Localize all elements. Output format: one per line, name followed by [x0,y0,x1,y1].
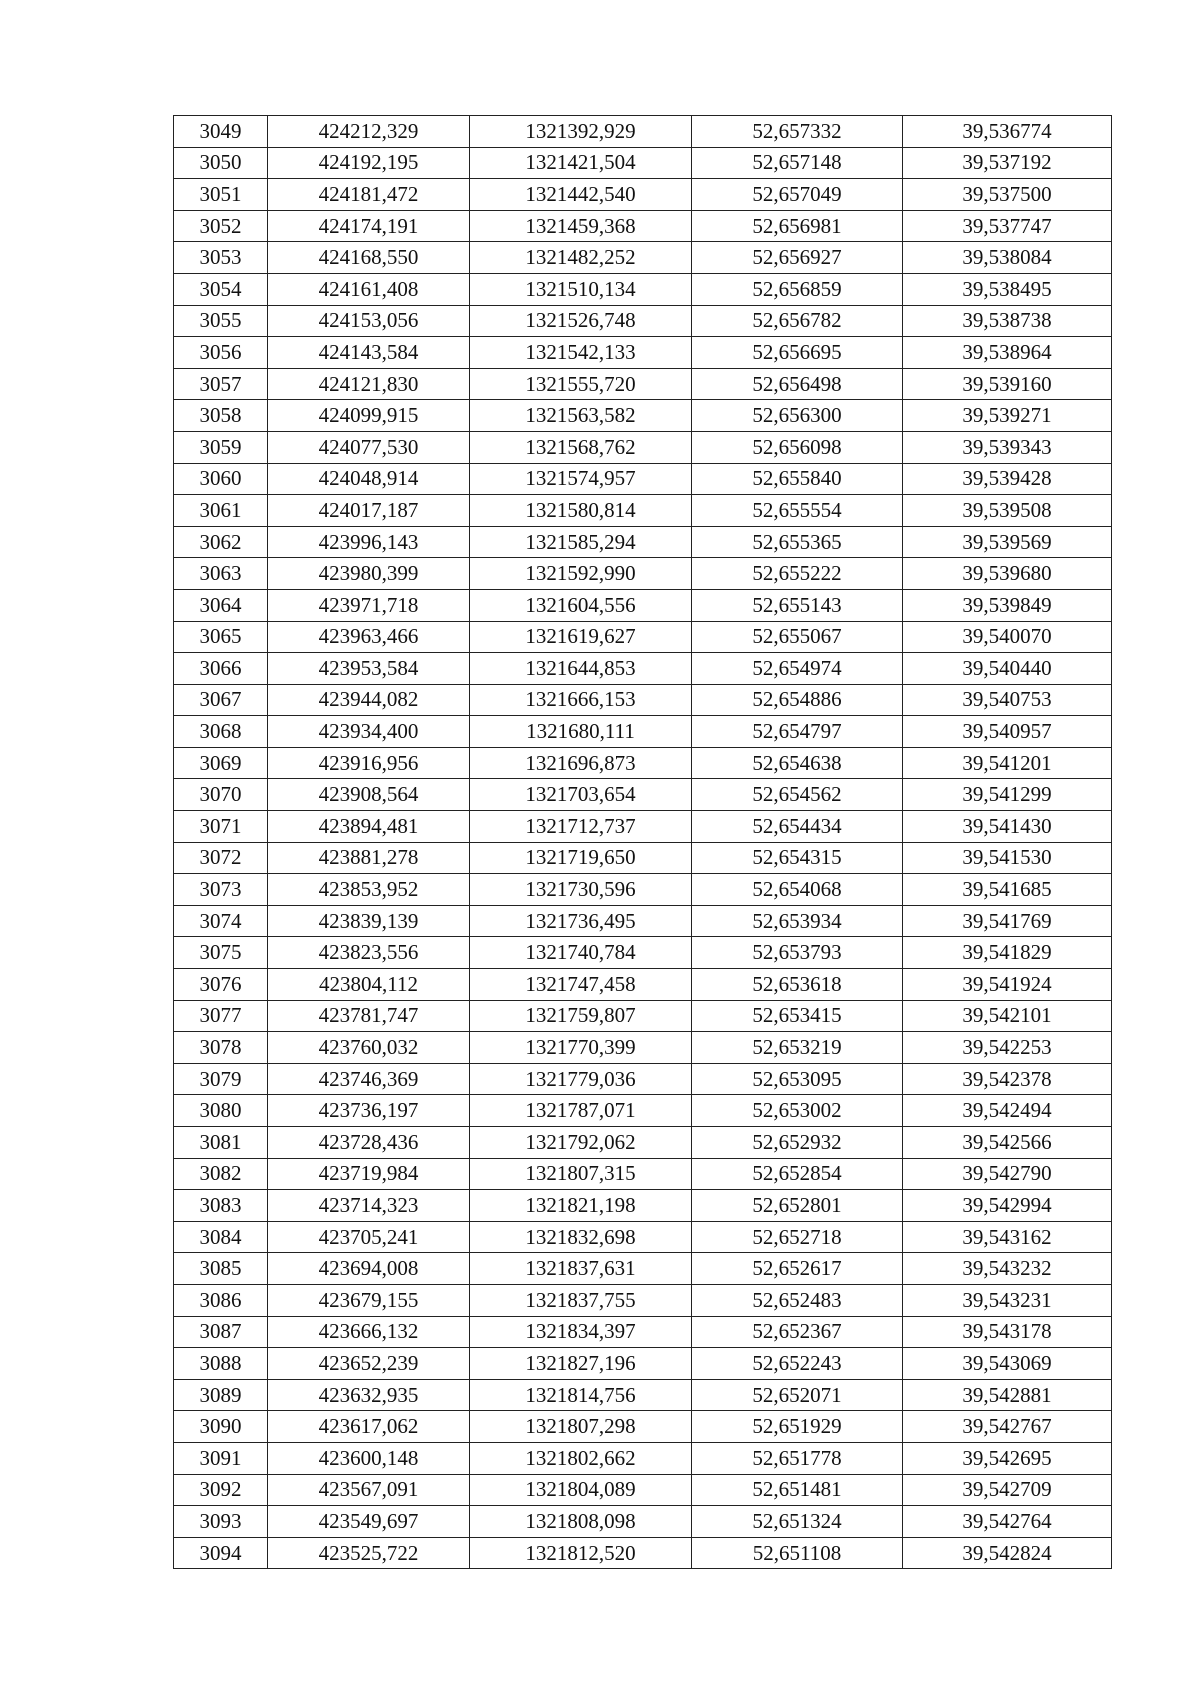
x-coordinate-cell: 423953,584 [268,653,470,685]
point-number-cell: 3090 [174,1411,268,1443]
longitude-cell: 39,541769 [903,905,1112,937]
table-row [174,905,1112,937]
table-row [174,1379,1112,1411]
x-coordinate-cell: 423525,722 [268,1537,470,1569]
x-coordinate-cell: 423705,241 [268,1221,470,1253]
longitude-cell: 39,539160 [903,368,1112,400]
latitude-cell: 52,653219 [692,1032,903,1064]
longitude-cell: 39,542767 [903,1411,1112,1443]
table-row [174,969,1112,1001]
latitude-cell: 52,656098 [692,431,903,463]
point-number-cell: 3081 [174,1127,268,1159]
longitude-cell: 39,537500 [903,179,1112,211]
latitude-cell: 52,656695 [692,337,903,369]
point-number-cell: 3071 [174,811,268,843]
latitude-cell: 52,653793 [692,937,903,969]
longitude-cell: 39,542764 [903,1506,1112,1538]
point-number-cell: 3055 [174,305,268,337]
table-row [174,526,1112,558]
y-coordinate-cell: 1321736,495 [470,905,692,937]
y-coordinate-cell: 1321779,036 [470,1063,692,1095]
y-coordinate-cell: 1321392,929 [470,116,692,148]
point-number-cell: 3074 [174,905,268,937]
x-coordinate-cell: 423719,984 [268,1158,470,1190]
latitude-cell: 52,651778 [692,1442,903,1474]
table-row [174,147,1112,179]
table-row [174,1000,1112,1032]
point-number-cell: 3052 [174,210,268,242]
longitude-cell: 39,539849 [903,589,1112,621]
table-row [174,779,1112,811]
y-coordinate-cell: 1321459,368 [470,210,692,242]
table-row [174,589,1112,621]
longitude-cell: 39,539428 [903,463,1112,495]
x-coordinate-cell: 424143,584 [268,337,470,369]
latitude-cell: 52,651324 [692,1506,903,1538]
point-number-cell: 3057 [174,368,268,400]
longitude-cell: 39,538964 [903,337,1112,369]
latitude-cell: 52,654886 [692,684,903,716]
y-coordinate-cell: 1321680,111 [470,716,692,748]
longitude-cell: 39,539680 [903,558,1112,590]
longitude-cell: 39,540957 [903,716,1112,748]
y-coordinate-cell: 1321510,134 [470,273,692,305]
latitude-cell: 52,653415 [692,1000,903,1032]
table-row [174,716,1112,748]
x-coordinate-cell: 423617,062 [268,1411,470,1443]
table-row [174,1411,1112,1443]
x-coordinate-cell: 424099,915 [268,400,470,432]
y-coordinate-cell: 1321580,814 [470,495,692,527]
latitude-cell: 52,651481 [692,1474,903,1506]
table-row [174,1348,1112,1380]
y-coordinate-cell: 1321802,662 [470,1442,692,1474]
longitude-cell: 39,539343 [903,431,1112,463]
y-coordinate-cell: 1321827,196 [470,1348,692,1380]
latitude-cell: 52,652617 [692,1253,903,1285]
x-coordinate-cell: 423714,323 [268,1190,470,1222]
point-number-cell: 3054 [174,273,268,305]
latitude-cell: 52,653002 [692,1095,903,1127]
y-coordinate-cell: 1321644,853 [470,653,692,685]
point-number-cell: 3092 [174,1474,268,1506]
y-coordinate-cell: 1321712,737 [470,811,692,843]
longitude-cell: 39,538738 [903,305,1112,337]
x-coordinate-cell: 423694,008 [268,1253,470,1285]
x-coordinate-cell: 423881,278 [268,842,470,874]
y-coordinate-cell: 1321574,957 [470,463,692,495]
point-number-cell: 3077 [174,1000,268,1032]
table-row [174,179,1112,211]
y-coordinate-cell: 1321604,556 [470,589,692,621]
longitude-cell: 39,542566 [903,1127,1112,1159]
longitude-cell: 39,543069 [903,1348,1112,1380]
y-coordinate-cell: 1321787,071 [470,1095,692,1127]
latitude-cell: 52,655143 [692,589,903,621]
longitude-cell: 39,539271 [903,400,1112,432]
point-number-cell: 3070 [174,779,268,811]
table-row [174,400,1112,432]
point-number-cell: 3051 [174,179,268,211]
latitude-cell: 52,656859 [692,273,903,305]
point-number-cell: 3082 [174,1158,268,1190]
point-number-cell: 3065 [174,621,268,653]
y-coordinate-cell: 1321740,784 [470,937,692,969]
longitude-cell: 39,543178 [903,1316,1112,1348]
point-number-cell: 3079 [174,1063,268,1095]
table-row [174,1221,1112,1253]
coordinates-table [173,115,1112,1569]
table-row [174,463,1112,495]
latitude-cell: 52,652483 [692,1284,903,1316]
point-number-cell: 3049 [174,116,268,148]
x-coordinate-cell: 424174,191 [268,210,470,242]
y-coordinate-cell: 1321563,582 [470,400,692,432]
x-coordinate-cell: 423804,112 [268,969,470,1001]
latitude-cell: 52,651929 [692,1411,903,1443]
point-number-cell: 3072 [174,842,268,874]
y-coordinate-cell: 1321770,399 [470,1032,692,1064]
latitude-cell: 52,657148 [692,147,903,179]
x-coordinate-cell: 424077,530 [268,431,470,463]
y-coordinate-cell: 1321821,198 [470,1190,692,1222]
table-row [174,1284,1112,1316]
x-coordinate-cell: 423736,197 [268,1095,470,1127]
table-row [174,1095,1112,1127]
point-number-cell: 3083 [174,1190,268,1222]
y-coordinate-cell: 1321619,627 [470,621,692,653]
point-number-cell: 3086 [174,1284,268,1316]
latitude-cell: 52,652801 [692,1190,903,1222]
table-row [174,684,1112,716]
point-number-cell: 3088 [174,1348,268,1380]
x-coordinate-cell: 423894,481 [268,811,470,843]
latitude-cell: 52,656782 [692,305,903,337]
y-coordinate-cell: 1321526,748 [470,305,692,337]
longitude-cell: 39,543231 [903,1284,1112,1316]
x-coordinate-cell: 423996,143 [268,526,470,558]
table-row [174,1158,1112,1190]
x-coordinate-cell: 423963,466 [268,621,470,653]
point-number-cell: 3089 [174,1379,268,1411]
x-coordinate-cell: 423934,400 [268,716,470,748]
point-number-cell: 3050 [174,147,268,179]
longitude-cell: 39,542494 [903,1095,1112,1127]
point-number-cell: 3064 [174,589,268,621]
y-coordinate-cell: 1321812,520 [470,1537,692,1569]
latitude-cell: 52,653934 [692,905,903,937]
x-coordinate-cell: 424212,329 [268,116,470,148]
y-coordinate-cell: 1321759,807 [470,1000,692,1032]
x-coordinate-cell: 423908,564 [268,779,470,811]
longitude-cell: 39,538495 [903,273,1112,305]
x-coordinate-cell: 423853,952 [268,874,470,906]
y-coordinate-cell: 1321719,650 [470,842,692,874]
y-coordinate-cell: 1321747,458 [470,969,692,1001]
point-number-cell: 3075 [174,937,268,969]
table-row [174,653,1112,685]
x-coordinate-cell: 424153,056 [268,305,470,337]
latitude-cell: 52,654434 [692,811,903,843]
table-row [174,1474,1112,1506]
point-number-cell: 3061 [174,495,268,527]
point-number-cell: 3066 [174,653,268,685]
longitude-cell: 39,539569 [903,526,1112,558]
x-coordinate-cell: 423679,155 [268,1284,470,1316]
y-coordinate-cell: 1321592,990 [470,558,692,590]
y-coordinate-cell: 1321730,596 [470,874,692,906]
latitude-cell: 52,653618 [692,969,903,1001]
point-number-cell: 3067 [174,684,268,716]
point-number-cell: 3091 [174,1442,268,1474]
table-row [174,495,1112,527]
y-coordinate-cell: 1321442,540 [470,179,692,211]
latitude-cell: 52,657332 [692,116,903,148]
table-row [174,621,1112,653]
x-coordinate-cell: 423652,239 [268,1348,470,1380]
x-coordinate-cell: 423728,436 [268,1127,470,1159]
point-number-cell: 3063 [174,558,268,590]
x-coordinate-cell: 423971,718 [268,589,470,621]
point-number-cell: 3058 [174,400,268,432]
latitude-cell: 52,655222 [692,558,903,590]
x-coordinate-cell: 424017,187 [268,495,470,527]
table-row [174,1032,1112,1064]
table-row [174,273,1112,305]
x-coordinate-cell: 423823,556 [268,937,470,969]
longitude-cell: 39,542253 [903,1032,1112,1064]
table-row [174,1190,1112,1222]
latitude-cell: 52,657049 [692,179,903,211]
point-number-cell: 3068 [174,716,268,748]
x-coordinate-cell: 423980,399 [268,558,470,590]
y-coordinate-cell: 1321792,062 [470,1127,692,1159]
x-coordinate-cell: 423600,148 [268,1442,470,1474]
table-row [174,1442,1112,1474]
y-coordinate-cell: 1321837,755 [470,1284,692,1316]
coordinates-table-body [174,116,1112,1569]
longitude-cell: 39,542824 [903,1537,1112,1569]
point-number-cell: 3084 [174,1221,268,1253]
x-coordinate-cell: 424121,830 [268,368,470,400]
latitude-cell: 52,652854 [692,1158,903,1190]
longitude-cell: 39,536774 [903,116,1112,148]
latitude-cell: 52,654068 [692,874,903,906]
point-number-cell: 3093 [174,1506,268,1538]
table-row [174,1506,1112,1538]
longitude-cell: 39,542881 [903,1379,1112,1411]
table-row [174,937,1112,969]
y-coordinate-cell: 1321703,654 [470,779,692,811]
latitude-cell: 52,653095 [692,1063,903,1095]
latitude-cell: 52,654562 [692,779,903,811]
latitude-cell: 52,655365 [692,526,903,558]
x-coordinate-cell: 423944,082 [268,684,470,716]
point-number-cell: 3056 [174,337,268,369]
x-coordinate-cell: 424168,550 [268,242,470,274]
latitude-cell: 52,652367 [692,1316,903,1348]
y-coordinate-cell: 1321807,298 [470,1411,692,1443]
y-coordinate-cell: 1321834,397 [470,1316,692,1348]
y-coordinate-cell: 1321555,720 [470,368,692,400]
point-number-cell: 3080 [174,1095,268,1127]
latitude-cell: 52,652932 [692,1127,903,1159]
y-coordinate-cell: 1321585,294 [470,526,692,558]
longitude-cell: 39,540753 [903,684,1112,716]
latitude-cell: 52,656498 [692,368,903,400]
point-number-cell: 3059 [174,431,268,463]
y-coordinate-cell: 1321814,756 [470,1379,692,1411]
point-number-cell: 3085 [174,1253,268,1285]
longitude-cell: 39,537192 [903,147,1112,179]
table-row [174,337,1112,369]
latitude-cell: 52,654974 [692,653,903,685]
longitude-cell: 39,538084 [903,242,1112,274]
table-row [174,874,1112,906]
longitude-cell: 39,542709 [903,1474,1112,1506]
x-coordinate-cell: 423839,139 [268,905,470,937]
table-row [174,368,1112,400]
latitude-cell: 52,652071 [692,1379,903,1411]
table-row [174,242,1112,274]
y-coordinate-cell: 1321837,631 [470,1253,692,1285]
table-row [174,558,1112,590]
table-row [174,811,1112,843]
longitude-cell: 39,542695 [903,1442,1112,1474]
longitude-cell: 39,540070 [903,621,1112,653]
x-coordinate-cell: 424181,472 [268,179,470,211]
y-coordinate-cell: 1321542,133 [470,337,692,369]
point-number-cell: 3076 [174,969,268,1001]
y-coordinate-cell: 1321832,698 [470,1221,692,1253]
longitude-cell: 39,539508 [903,495,1112,527]
point-number-cell: 3078 [174,1032,268,1064]
table-row [174,1063,1112,1095]
x-coordinate-cell: 423746,369 [268,1063,470,1095]
latitude-cell: 52,654638 [692,747,903,779]
longitude-cell: 39,543162 [903,1221,1112,1253]
longitude-cell: 39,537747 [903,210,1112,242]
x-coordinate-cell: 424048,914 [268,463,470,495]
x-coordinate-cell: 423632,935 [268,1379,470,1411]
longitude-cell: 39,542101 [903,1000,1112,1032]
y-coordinate-cell: 1321696,873 [470,747,692,779]
table-row [174,210,1112,242]
longitude-cell: 39,542994 [903,1190,1112,1222]
latitude-cell: 52,651108 [692,1537,903,1569]
x-coordinate-cell: 423760,032 [268,1032,470,1064]
point-number-cell: 3062 [174,526,268,558]
table-row [174,1316,1112,1348]
y-coordinate-cell: 1321568,762 [470,431,692,463]
latitude-cell: 52,652718 [692,1221,903,1253]
y-coordinate-cell: 1321807,315 [470,1158,692,1190]
x-coordinate-cell: 423781,747 [268,1000,470,1032]
table-row [174,431,1112,463]
point-number-cell: 3073 [174,874,268,906]
table-row [174,1127,1112,1159]
table-row [174,842,1112,874]
point-number-cell: 3094 [174,1537,268,1569]
longitude-cell: 39,541829 [903,937,1112,969]
latitude-cell: 52,655840 [692,463,903,495]
point-number-cell: 3087 [174,1316,268,1348]
y-coordinate-cell: 1321666,153 [470,684,692,716]
longitude-cell: 39,542378 [903,1063,1112,1095]
longitude-cell: 39,541924 [903,969,1112,1001]
longitude-cell: 39,541685 [903,874,1112,906]
point-number-cell: 3069 [174,747,268,779]
x-coordinate-cell: 423549,697 [268,1506,470,1538]
x-coordinate-cell: 423666,132 [268,1316,470,1348]
table-row [174,305,1112,337]
longitude-cell: 39,541201 [903,747,1112,779]
latitude-cell: 52,656981 [692,210,903,242]
latitude-cell: 52,652243 [692,1348,903,1380]
point-number-cell: 3060 [174,463,268,495]
y-coordinate-cell: 1321482,252 [470,242,692,274]
y-coordinate-cell: 1321804,089 [470,1474,692,1506]
table-row [174,116,1112,148]
longitude-cell: 39,543232 [903,1253,1112,1285]
latitude-cell: 52,655067 [692,621,903,653]
table-row [174,1537,1112,1569]
latitude-cell: 52,654797 [692,716,903,748]
x-coordinate-cell: 423567,091 [268,1474,470,1506]
point-number-cell: 3053 [174,242,268,274]
latitude-cell: 52,654315 [692,842,903,874]
table-row [174,747,1112,779]
y-coordinate-cell: 1321421,504 [470,147,692,179]
x-coordinate-cell: 424192,195 [268,147,470,179]
y-coordinate-cell: 1321808,098 [470,1506,692,1538]
latitude-cell: 52,656927 [692,242,903,274]
x-coordinate-cell: 424161,408 [268,273,470,305]
longitude-cell: 39,541430 [903,811,1112,843]
longitude-cell: 39,541530 [903,842,1112,874]
latitude-cell: 52,655554 [692,495,903,527]
latitude-cell: 52,656300 [692,400,903,432]
x-coordinate-cell: 423916,956 [268,747,470,779]
longitude-cell: 39,540440 [903,653,1112,685]
longitude-cell: 39,541299 [903,779,1112,811]
longitude-cell: 39,542790 [903,1158,1112,1190]
table-row [174,1253,1112,1285]
